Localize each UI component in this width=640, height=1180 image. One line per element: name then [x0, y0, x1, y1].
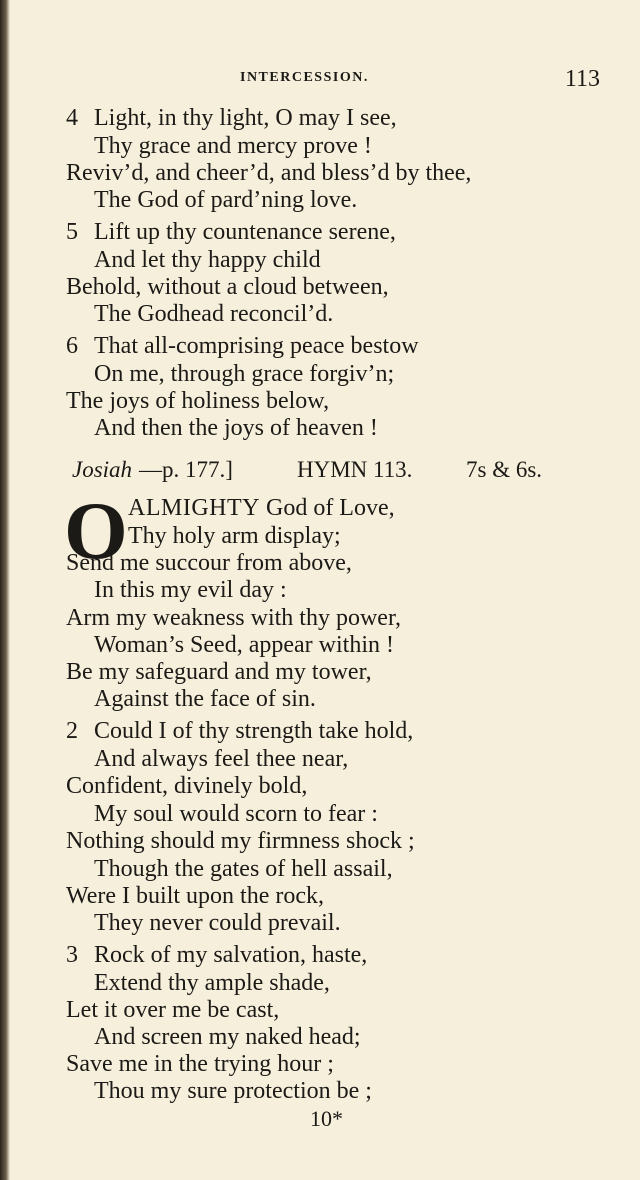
verse-line: The Godhead reconcil’d. [94, 301, 334, 327]
verse-line: Nothing should my firmness shock ; [66, 828, 415, 854]
verse-line: And let thy happy child [94, 247, 321, 273]
verse-line: Thy grace and mercy prove ! [94, 133, 372, 159]
verse-line: My soul would scorn to fear : [94, 801, 378, 827]
verse-line-first [128, 494, 395, 522]
verse-line: And always feel thee near, [94, 746, 349, 772]
verse-line: Woman’s Seed, appear within ! [94, 632, 394, 658]
verse-line: Reviv’d, and cheer’d, and bless’d by thee, [66, 160, 472, 186]
first-line-rest: God of Love, [259, 495, 395, 521]
verse-line: The God of pard’ning love. [94, 187, 358, 213]
verse-line: Thou my sure protection be ; [94, 1078, 372, 1104]
hymn-heading [0, 456, 640, 486]
drop-cap: O [64, 485, 128, 576]
verse-line: Extend thy ample shade, [94, 970, 330, 996]
verse-line: Rock of my salvation, haste, [94, 942, 368, 968]
stanza-number: 3 [66, 942, 78, 968]
verse-line: Though the gates of hell assail, [94, 856, 393, 882]
verse-line: Arm my weakness with thy power, [66, 605, 401, 631]
signature-mark: 10* [310, 1106, 343, 1131]
verse-line: Behold, without a cloud between, [66, 274, 389, 300]
verse-line: They never could prevail. [94, 910, 341, 936]
running-header [0, 66, 640, 96]
running-title: INTERCESSION. [240, 70, 369, 85]
book-spine-shadow [0, 0, 10, 1180]
stanza-number: 2 [66, 718, 78, 744]
verse-line: Lift up thy countenance serene, [94, 219, 396, 245]
verse-line: Send me succour from above, [66, 550, 352, 576]
verse-line: That all-comprising peace bestow [94, 333, 419, 359]
verse-line: Let it over me be cast, [66, 997, 280, 1023]
verse-line: Were I built upon the rock, [66, 883, 324, 909]
verse-line: Light, in thy light, O may I see, [94, 105, 397, 131]
verse-line: Thy holy arm display; [128, 523, 341, 549]
first-word-caps: ALMIGHTY [128, 495, 260, 521]
stanza-number: 4 [66, 105, 78, 131]
verse-line: Be my safeguard and my tower, [66, 659, 372, 685]
stanza-number: 5 [66, 219, 78, 245]
stanza-number: 6 [66, 333, 78, 359]
tune-reference: —p. 177.] [139, 457, 233, 482]
verse-line: And screen my naked head; [94, 1024, 361, 1050]
hymn-title: HYMN 113. [297, 457, 413, 482]
verse-line: And then the joys of heaven ! [94, 415, 378, 441]
verse-line: The joys of holiness below, [66, 388, 330, 414]
verse-line: Could I of thy strength take hold, [94, 718, 414, 744]
verse-line: Against the face of sin. [94, 686, 316, 712]
page-number: 113 [564, 66, 600, 92]
hymn-meter: 7s & 6s. [466, 457, 543, 482]
verse-line: Confident, divinely bold, [66, 773, 308, 799]
verse-line: In this my evil day : [94, 577, 287, 603]
verse-line: On me, through grace forgiv’n; [94, 361, 395, 387]
tune-name: Josiah [72, 457, 133, 482]
verse-line: Save me in the trying hour ; [66, 1051, 334, 1077]
